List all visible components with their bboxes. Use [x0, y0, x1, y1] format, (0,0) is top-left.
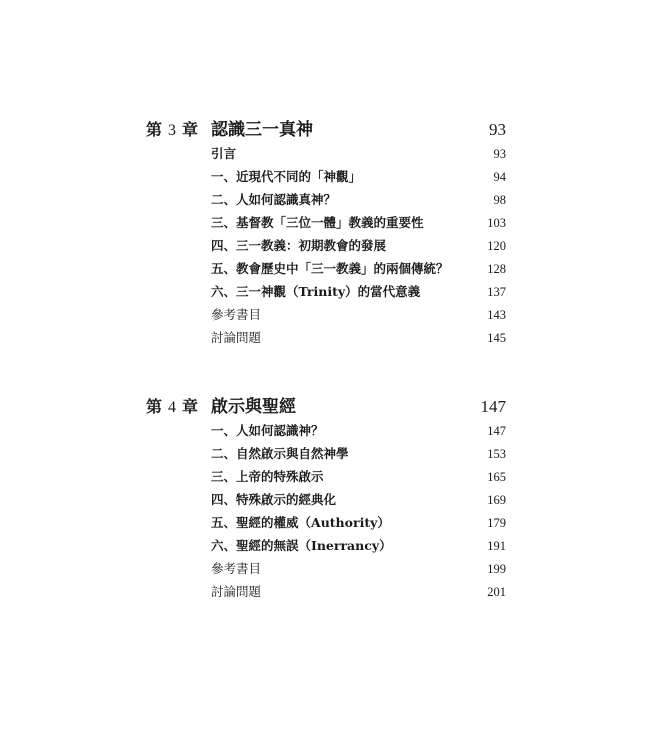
- entry-page-number: 201: [487, 585, 506, 599]
- entry-page-number: 120: [487, 239, 506, 253]
- entry-title[interactable]: 四、特殊啟示的經典化: [211, 492, 337, 507]
- entry-page-number: 147: [487, 424, 506, 438]
- entry-page-number: 165: [487, 470, 506, 484]
- toc-entry[interactable]: [0, 466, 650, 488]
- entry-title[interactable]: 三、上帝的特殊啟示: [211, 469, 324, 484]
- toc-entry[interactable]: [0, 166, 650, 188]
- entry-title[interactable]: 二、人如何認識真神？: [211, 192, 337, 207]
- toc-entry[interactable]: [0, 212, 650, 234]
- entry-title[interactable]: 討論問題: [211, 330, 262, 345]
- toc-entry[interactable]: [0, 443, 650, 465]
- entry-page-number: 191: [487, 539, 506, 553]
- toc-entry[interactable]: [0, 304, 650, 326]
- entry-page-number: 199: [487, 562, 506, 576]
- chapter-number-label: [146, 116, 198, 145]
- entry-page-number: 103: [487, 216, 506, 230]
- toc-entry[interactable]: [0, 581, 650, 603]
- chapter-number: 3: [168, 122, 177, 139]
- entry-title[interactable]: 四、三一教義：初期教會的發展: [211, 238, 387, 253]
- chapter-prefix: 第: [146, 120, 163, 139]
- chapter-title[interactable]: 啟示與聖經: [211, 397, 296, 417]
- chapter-number: 4: [168, 399, 177, 416]
- toc-entry[interactable]: [0, 189, 650, 211]
- entry-title[interactable]: 參考書目: [211, 561, 262, 576]
- entry-title[interactable]: 參考書目: [211, 307, 262, 322]
- entry-page-number: 153: [487, 447, 506, 461]
- chapter-title[interactable]: 認識三一真神: [211, 120, 313, 140]
- entry-title[interactable]: 五、聖經的權威（Authority）: [211, 515, 390, 530]
- toc-entry[interactable]: [0, 489, 650, 511]
- toc-entry[interactable]: [0, 327, 650, 349]
- entry-title[interactable]: 二、自然啟示與自然神學: [211, 446, 349, 461]
- entry-page-number: 94: [493, 170, 506, 184]
- chapter-suffix: 章: [182, 397, 199, 416]
- chapter-heading: [0, 393, 650, 421]
- toc-entry[interactable]: [0, 143, 650, 165]
- entry-title[interactable]: 六、三一神觀（Trinity）的當代意義: [211, 284, 421, 299]
- chapter-page-number: 93: [489, 120, 506, 139]
- toc-entry[interactable]: [0, 558, 650, 580]
- toc-entry[interactable]: [0, 281, 650, 303]
- entry-page-number: 93: [493, 147, 506, 161]
- entry-page-number: 137: [487, 285, 506, 299]
- entry-page-number: 128: [487, 262, 506, 276]
- entry-title[interactable]: 六、聖經的無誤（Inerrancy）: [211, 538, 392, 553]
- toc-entry[interactable]: [0, 258, 650, 280]
- entry-page-number: 98: [493, 193, 506, 207]
- entry-title[interactable]: 一、近現代不同的「神觀」: [211, 169, 362, 184]
- entry-page-number: 145: [487, 331, 506, 345]
- chapter-number-label: [146, 393, 198, 422]
- entry-title[interactable]: 討論問題: [211, 584, 262, 599]
- entry-title[interactable]: 一、人如何認識神？: [211, 423, 324, 438]
- toc-entry[interactable]: [0, 235, 650, 257]
- chapter-prefix: 第: [146, 397, 163, 416]
- entry-page-number: 169: [487, 493, 506, 507]
- chapter-page-number: 147: [480, 397, 506, 416]
- chapter-suffix: 章: [182, 120, 199, 139]
- toc-entry[interactable]: [0, 512, 650, 534]
- entry-title[interactable]: 引言: [211, 146, 237, 161]
- toc-entry[interactable]: [0, 420, 650, 442]
- entry-title[interactable]: 三、基督教「三位一體」教義的重要性: [211, 215, 424, 230]
- chapter-heading: [0, 116, 650, 144]
- entry-page-number: 179: [487, 516, 506, 530]
- entry-page-number: 143: [487, 308, 506, 322]
- toc-entry[interactable]: [0, 535, 650, 557]
- entry-title[interactable]: 五、教會歷史中「三一教義」的兩個傳統？: [211, 261, 449, 276]
